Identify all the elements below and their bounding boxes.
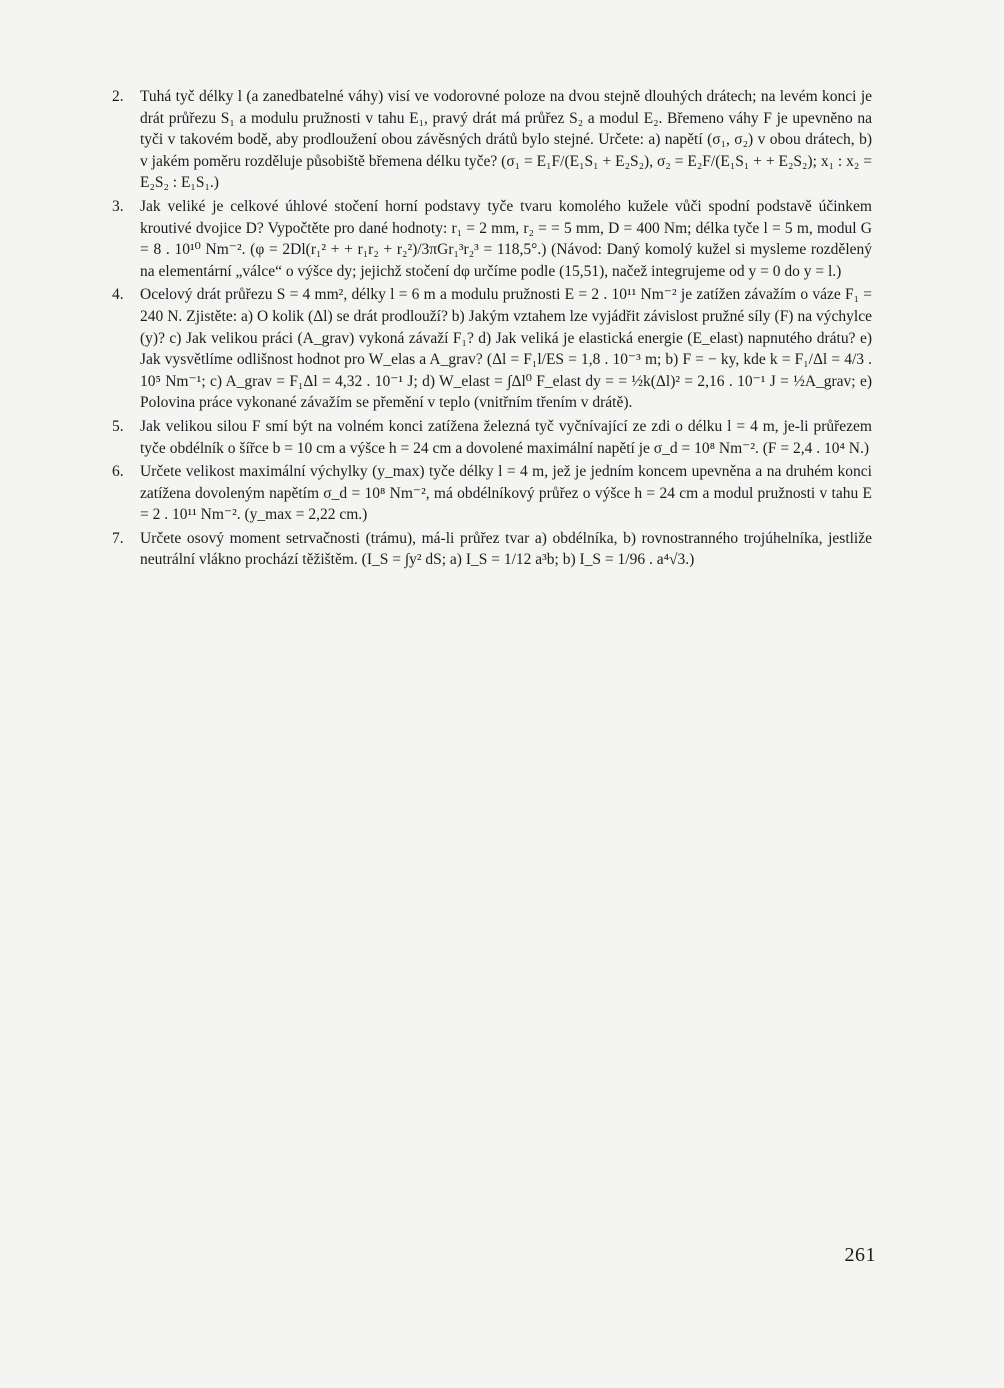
- problem-3: [112, 196, 872, 282]
- problem-number: 6.: [112, 463, 124, 481]
- problem-4: [112, 284, 872, 414]
- problem-number: 7.: [112, 529, 124, 547]
- problem-text: Jak velikou silou F smí být na volném konci zatížena železná tyč vyčnívající ze zdi o délku l = 4 m, je-li průřezem tyče obdélník o šířce b = 10 cm a výšce h = 24 cm a dovolené maximální napětí je σ_d = 10⁸ Nm⁻². (F = 2,4 . 10⁴ N.): [140, 417, 872, 457]
- problem-number: 5.: [112, 417, 124, 435]
- problem-6: [112, 461, 872, 526]
- problem-number: 2.: [112, 88, 124, 105]
- page-number: 261: [844, 1244, 876, 1266]
- problem-text: Určete velikost maximální výchylky (y_max) tyče délky l = 4 m, jež je jedním koncem upevněna a na druhém konci zatížena dovoleným napětím σ_d = 10⁸ Nm⁻², má obdélníkový průřez o výšce h = 24 cm a modul pružnosti v tahu E = 2 . 10¹¹ Nm⁻². (y_max = 2,22 cm.): [140, 463, 872, 524]
- problem-number: 4.: [112, 286, 124, 304]
- problem-text: Jak veliké je celkové úhlové stočení horní podstavy tyče tvaru komolého kužele vůči spodní podstavě účinkem kroutivé dvojice D? Vypočtěte pro dané hodnoty: r₁ = 2 mm, r₂ = = 5 mm, D = 400 Nm; délka tyče l = 5 m, modul G = 8 . 10¹⁰ Nm⁻². (φ = 2Dl(r₁² + + r₁r₂ + r₂²)/3πGr₁³r₂³ = 118,5°.) (Návod: Daný komolý kužel si mysleme rozdělený na elementární „válce“ o výšce dy; jejichž stočení dφ určíme podle (15,51), načež integrujeme od y = 0 do y = l.): [140, 197, 872, 280]
- problem-5: [112, 416, 872, 459]
- problem-text: Určete osový moment setrvačnosti (trámu), má-li průřez tvar a) obdélníka, b) rovnostranného trojúhelníka, jestliže neutrální vlákno prochází těžištěm. (I_S = ∫y² dS; a) I_S = 1/12 a³b; b) I_S = 1/96 . a⁴√3.): [140, 529, 872, 569]
- problem-7: [112, 528, 872, 571]
- problem-text: Tuhá tyč délky l (a zanedbatelné váhy) visí ve vodorovné poloze na dvou stejně dlouhých drátech; na levém konci je drát průřezu S₁ a modulu pružnosti v tahu E₁, pravý drát má průřez S₂ a modul E₂. Břemeno váhy F je upevněno na tyči v takovém bodě, aby prodloužení obou závěsných drátů bylo stejné. Určete: a) napětí (σ₁, σ₂) v obou drátech, b) v jakém poměru rozděluje působiště břemena délku tyče? (σ₁ = E₁F/(E₁S₁ + E₂S₂), σ₂ = E₂F/(E₁S₁ + + E₂S₂); x₁ : x₂ = E₂S₂ : E₁S₁.): [140, 88, 872, 192]
- problem-text: Ocelový drát průřezu S = 4 mm², délky l = 6 m a modulu pružnosti E = 2 . 10¹¹ Nm⁻² je zatížen závažím o váze F₁ = 240 N. Zjistěte: a) O kolik (Δl) se drát prodlouží? b) Jakým vztahem lze vyjádřit závislost pružné síly (F) na výchylce (y)? c) Jak velikou práci (A_grav) vykoná závaží F₁? d) Jak veliká je elastická energie (E_elast) napnutého drátu? e) Jak vysvětlíme odlišnost hodnot pro W_elas a A_grav? (Δl = F₁l/ES = 1,8 . 10⁻³ m; b) F = − ky, kde k = F₁/Δl = 4/3 . 10⁵ Nm⁻¹; c) A_grav = F₁Δl = 4,32 . 10⁻¹ J; d) W_elast = ∫Δl⁰ F_elast dy = = ½k(Δl)² = 2,16 . 10⁻¹ J = ½A_grav; e) Polovina práce vykonané závažím se přemění v teplo (vnitřním třením v drátě).: [140, 286, 872, 412]
- problem-number: 3.: [112, 197, 124, 215]
- problem-list: [112, 86, 872, 573]
- problem-2: [112, 86, 872, 194]
